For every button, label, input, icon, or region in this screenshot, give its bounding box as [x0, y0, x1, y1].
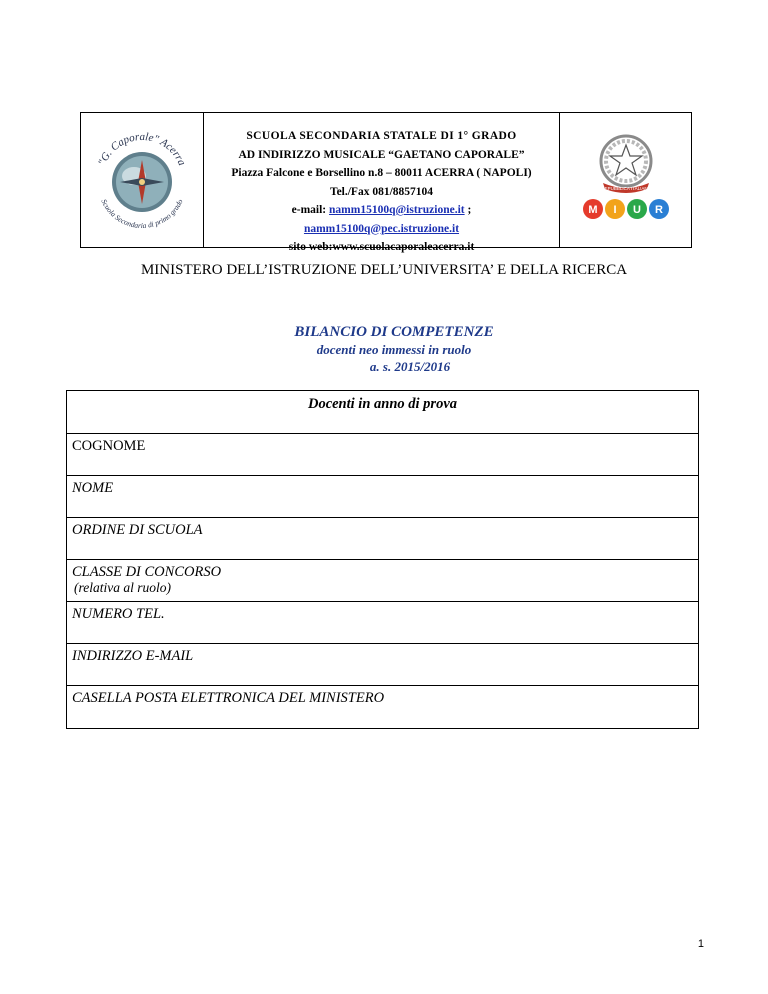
title-school-year: a. s. 2015/2016 — [369, 359, 451, 374]
school-logo-cell — [81, 113, 204, 247]
miur-letter-r: R — [654, 204, 663, 216]
field-label: COGNOME — [72, 438, 146, 454]
field-note: (relativa al ruolo) — [74, 580, 171, 595]
field-label: CASELLA POSTA ELETTRONICA DEL MINISTERO — [72, 690, 385, 706]
school-name-line1: SCUOLA SECONDARIA STATALE DI 1° GRADO — [246, 130, 517, 142]
school-header — [80, 112, 692, 253]
miur-letters-icon — [583, 199, 669, 219]
field-label: NUMERO TEL. — [72, 606, 165, 622]
field-label: NOME — [72, 480, 114, 496]
form-heading: Docenti in anno di prova — [67, 391, 698, 434]
school-website: sito web:www.scuolacaporaleacerra.it — [288, 241, 475, 253]
miur-letter-m: M — [587, 204, 598, 216]
school-logo — [88, 120, 196, 240]
school-name-line2: AD INDIRIZZO MUSICALE “GAETANO CAPORALE” — [238, 148, 525, 161]
field-ordine-di-scuola[interactable] — [67, 518, 698, 560]
field-classe-di-concorso[interactable] — [67, 560, 698, 602]
field-indirizzo-email[interactable] — [67, 644, 698, 686]
teacher-info-form — [66, 390, 699, 729]
field-label: ORDINE DI SCUOLA — [72, 522, 203, 538]
miur-letter-i: I — [612, 204, 617, 216]
school-address: Piazza Falcone e Borsellino n.8 – 80011 ACERRA ( NAPOLI) — [231, 167, 532, 179]
school-phone: Tel./Fax 081/8857104 — [329, 185, 434, 198]
pec-link[interactable]: namm15100q@pec.istruzione.it — [303, 222, 460, 235]
field-casella-posta-ministero[interactable] — [67, 686, 698, 728]
school-email-line — [204, 201, 559, 220]
field-nome[interactable] — [67, 476, 698, 518]
school-logo-bottom-text: Scuola Secondaria di primo grado — [99, 197, 185, 231]
document-title — [0, 323, 768, 375]
field-label: INDIRIZZO E-MAIL — [72, 648, 194, 664]
email-separator: ; — [464, 204, 472, 216]
ministry-heading: MINISTERO DELL’ISTRUZIONE DELL’UNIVERSITA’ E DELLA RICERCA — [140, 262, 628, 278]
email-label: e-mail: — [291, 204, 330, 216]
field-cognome[interactable] — [67, 434, 698, 476]
emblem-banner-text: REPUBBLICA ITALIANA — [600, 186, 651, 191]
school-info — [204, 113, 560, 253]
page-number: 1 — [697, 938, 704, 950]
school-logo-top-text: "G. Caporale" Acerra — [96, 130, 188, 168]
school-pec-line — [204, 220, 559, 239]
title-main: BILANCIO DI COMPETENZE — [294, 324, 494, 340]
title-subtitle: docenti neo immessi in ruolo — [316, 342, 472, 357]
repubblica-emblem-icon — [601, 136, 651, 193]
email-link[interactable]: namm15100q@istruzione.it — [329, 204, 465, 216]
miur-letter-u: U — [632, 204, 641, 216]
field-numero-tel[interactable] — [67, 602, 698, 644]
miur-logo-cell — [560, 113, 691, 247]
field-label: CLASSE DI CONCORSO — [72, 564, 222, 580]
miur-logo — [571, 125, 681, 235]
